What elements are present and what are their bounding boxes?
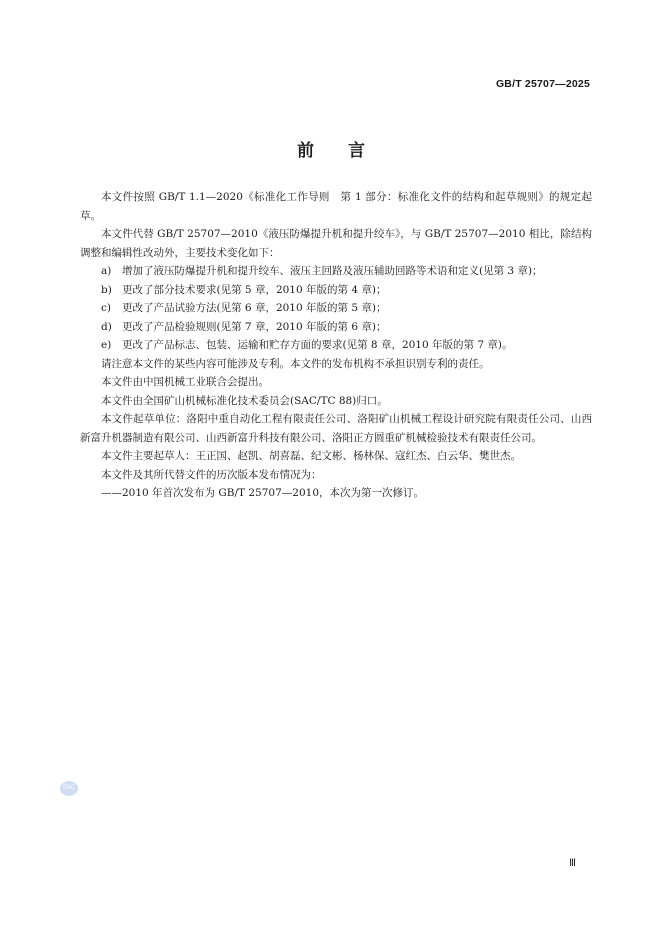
page-title: 前言 <box>297 141 399 161</box>
sac-watermark-icon: SAC <box>60 781 78 796</box>
paragraph-history-item: ——2010 年首次发布为 GB/T 25707—2010，本次为第一次修订。 <box>101 487 425 499</box>
list-item-text: 更改了产品试验方法(见第 6 章，2010 年版的第 5 章)； <box>122 302 387 314</box>
paragraph-committee: 本文件由全国矿山机械标准化技术委员会(SAC/TC 88)归口。 <box>101 394 388 407</box>
paragraph-drafters: 本文件主要起草人：王正国、赵凯、胡喜磊、纪文彬、杨林保、寇红杰、白云华、樊世杰。 <box>101 450 521 462</box>
list-item-text: 更改了部分技术要求(见第 5 章，2010 年版的第 4 章)； <box>122 283 387 296</box>
paragraph-drafting-rules: 本文件按照 GB/T 1.1—2020《标准化工作导则 第 1 部分：标准化文件的结构和起草规则》的规定起草。 <box>80 191 592 222</box>
list-item <box>80 336 592 355</box>
list-item <box>80 318 592 337</box>
list-item <box>80 299 592 318</box>
list-marker: c) <box>101 302 111 314</box>
list-item <box>80 262 592 281</box>
list-item-text: 增加了液压防爆提升机和提升绞车、液压主回路及液压辅助回路等术语和定义(见第 3 章)； <box>122 265 543 277</box>
list-marker: e) <box>101 339 112 351</box>
list-marker: d) <box>101 320 112 333</box>
paragraph-replacement: 本文件代替 GB/T 25707—2010《液压防爆提升机和提升绞车》，与 GB/T 25707—2010 相比，除结构调整和编辑性改动外，主要技术变化如下： <box>80 228 592 259</box>
document-body <box>80 188 592 503</box>
list-item-text: 更改了产品检验规则(见第 7 章，2010 年版的第 6 章)； <box>122 320 387 333</box>
standard-number: GB/T 25707—2025 <box>495 78 590 90</box>
list-marker: a) <box>101 265 112 277</box>
paragraph-proposer: 本文件由中国机械工业联合会提出。 <box>101 376 269 388</box>
paragraph-patent-notice: 请注意本文件的某些内容可能涉及专利。本文件的发布机构不承担识别专利的责任。 <box>101 357 490 370</box>
paragraph-history-intro: 本文件及其所代替文件的历次版本发布情况为： <box>101 468 322 481</box>
page-number: Ⅲ <box>569 858 576 869</box>
list-marker: b) <box>101 283 112 296</box>
paragraph-drafting-units: 本文件起草单位：洛阳中重自动化工程有限责任公司、洛阳矿山机械工程设计研究院有限责任公司、山西新富升机器制造有限公司、山西新富升科技有限公司、洛阳正方圆重矿机械检验技术有限责任公司。 <box>80 413 592 444</box>
list-item-text: 更改了产品标志、包装、运输和贮存方面的要求(见第 8 章，2010 年版的第 7 章)。 <box>122 339 513 351</box>
list-item <box>80 281 592 300</box>
